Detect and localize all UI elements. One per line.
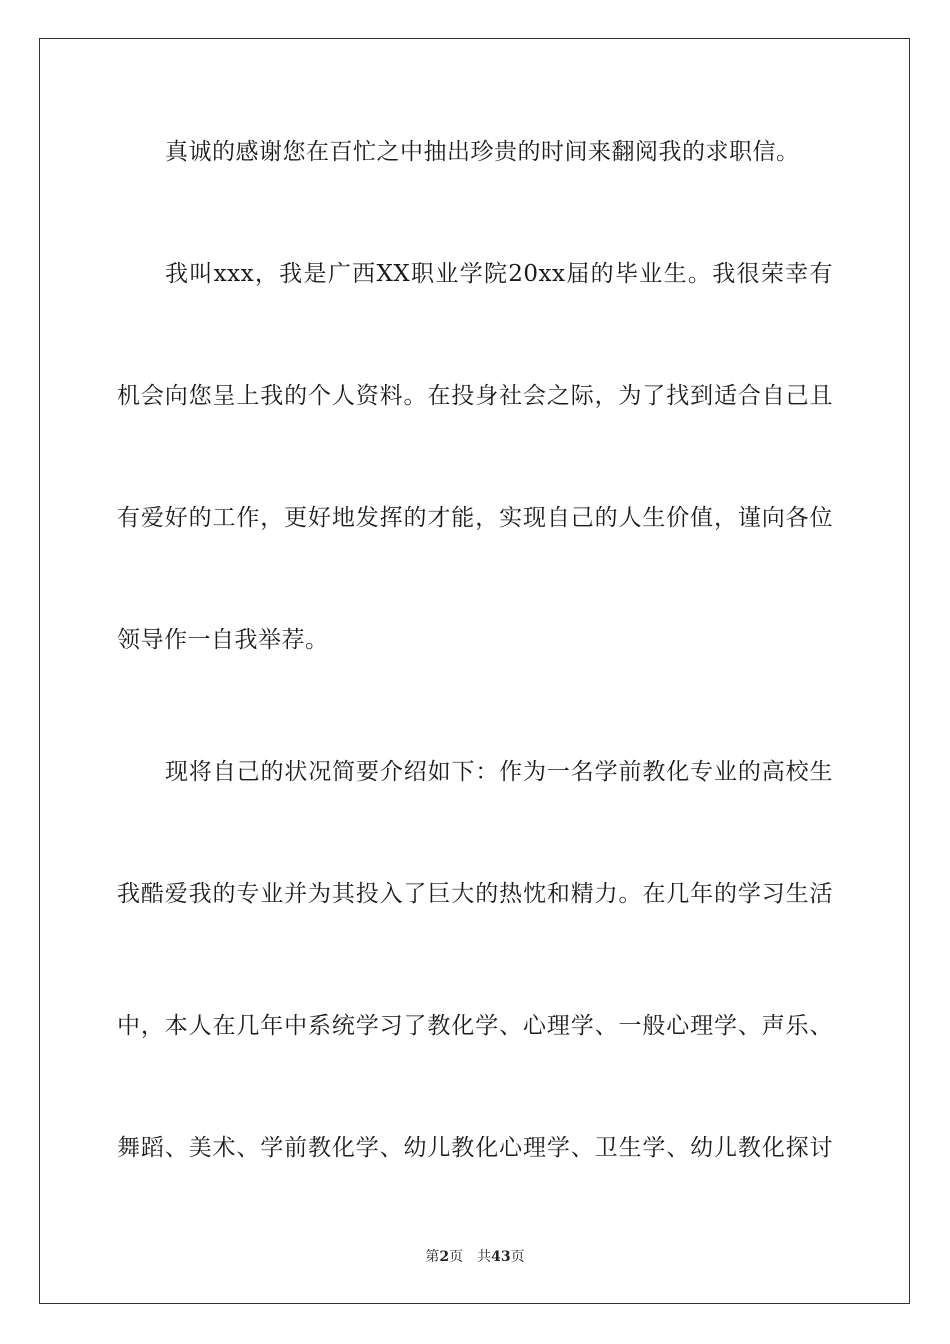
paragraph-line-4: 有爱好的工作，更好地发挥的才能，实现自己的人生价值，谨向各位 — [117, 505, 833, 531]
paragraph-line-5: 领导作一自我举荐。 — [117, 627, 329, 653]
paragraph-line-9: 舞蹈、美术、学前教化学、幼儿教化心理学、卫生学、幼儿教化探讨 — [117, 1135, 833, 1161]
page-number: 2 — [439, 1249, 450, 1265]
page-suffix: 页 — [449, 1249, 464, 1265]
total-pages: 43 — [491, 1249, 511, 1265]
page-border — [39, 38, 910, 1304]
paragraph-line-2: 我叫xxx，我是广西XX职业学院20xx届的毕业生。我很荣幸有 — [165, 261, 833, 287]
total-suffix: 页 — [510, 1249, 525, 1265]
paragraph-line-3: 机会向您呈上我的个人资料。在投身社会之际，为了找到适合自己且 — [117, 383, 833, 409]
page-footer — [0, 1248, 950, 1266]
paragraph-line-1: 真诚的感谢您在百忙之中抽出珍贵的时间来翻阅我的求职信。 — [165, 139, 800, 165]
page-prefix: 第 — [425, 1249, 440, 1265]
paragraph-line-7: 我酷爱我的专业并为其投入了巨大的热忱和精力。在几年的学习生活 — [117, 881, 833, 907]
total-prefix: 共 — [477, 1249, 492, 1265]
paragraph-line-8: 中，本人在几年中系统学习了教化学、心理学、一般心理学、声乐、 — [117, 1013, 833, 1039]
paragraph-line-6: 现将自己的状况简要介绍如下：作为一名学前教化专业的高校生 — [165, 759, 833, 785]
